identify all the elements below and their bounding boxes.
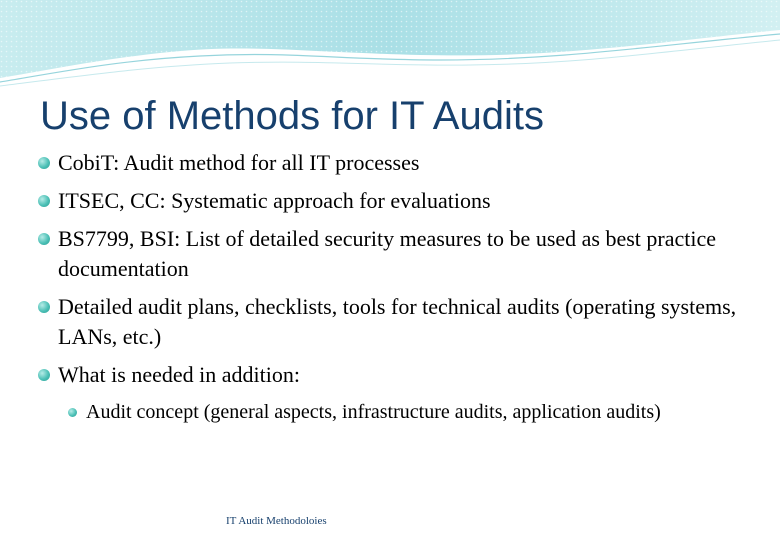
bullet-dot-icon — [38, 369, 50, 381]
bullet-dot-icon — [38, 195, 50, 207]
header-wave-dots — [0, 0, 780, 78]
bullet-text: CobiT: Audit method for all IT processes — [58, 150, 420, 175]
bullet-text: ITSEC, CC: Systematic approach for evaluations — [58, 188, 491, 213]
bullet-item-audit-plans — [36, 292, 756, 352]
bullet-item-in-addition — [36, 360, 756, 390]
bullet-text: What is needed in addition: — [58, 362, 300, 387]
slide-footer: IT Audit Methodoloies — [226, 515, 327, 527]
bullet-dot-icon — [38, 157, 50, 169]
sub-bullet-item-audit-concept — [68, 398, 728, 426]
bullet-text: Detailed audit plans, checklists, tools for technical audits (operating systems, LANs, etc.) — [58, 294, 737, 349]
bullet-item-itsec — [36, 186, 756, 216]
sub-bullet-list — [68, 398, 728, 426]
bullet-item-bs7799 — [36, 224, 756, 284]
header-wave-decoration — [0, 0, 780, 90]
slide-title: Use of Methods for IT Audits — [40, 94, 544, 138]
bullet-text: BS7799, BSI: List of detailed security measures to be used as best practice documentation — [58, 226, 717, 281]
bullet-dot-icon — [38, 233, 50, 245]
bullet-dot-icon — [38, 301, 50, 313]
bullet-item-cobit — [36, 148, 756, 178]
sub-bullet-dot-icon — [68, 408, 77, 417]
sub-bullet-text: Audit concept (general aspects, infrastructure audits, application audits) — [86, 401, 661, 423]
bullet-list — [36, 148, 756, 398]
